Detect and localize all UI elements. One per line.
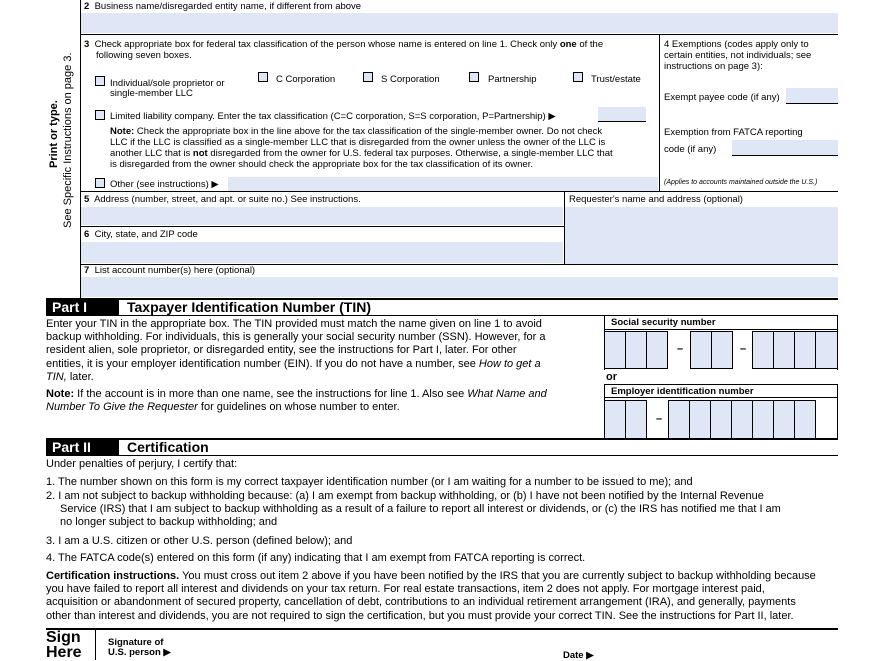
llc-label: Limited liability company. Enter the tax classification (C=C corporation, S=S corporation, P=Partnership) ▶ <box>110 111 556 122</box>
fatca-applies-note: (Applies to accounts maintained outside the U.S.) <box>664 179 818 186</box>
business-name-input[interactable] <box>81 13 838 33</box>
line3-label-cont: following seven boxes. <box>96 50 192 61</box>
ein-digit-1[interactable] <box>604 400 626 439</box>
or-label: or <box>606 371 617 383</box>
part1-note: Note: If the account is in more than one name, see the instructions for line 1. Also see What Name and Number To Give the Requester for guidelines on whose number to enter. <box>46 388 547 414</box>
ein-label: Employer identification number <box>611 386 754 397</box>
ssn-digit-2[interactable] <box>625 331 647 369</box>
trust-estate-label: Trust/estate <box>591 74 641 85</box>
account-numbers-input[interactable] <box>81 277 838 297</box>
fatca-label: Exemption from FATCA reporting <box>664 127 803 138</box>
ssn-digit-6[interactable] <box>752 331 774 369</box>
s-corp-checkbox[interactable] <box>363 72 373 82</box>
address-input[interactable] <box>81 207 563 225</box>
ssn-digit-7[interactable] <box>773 331 795 369</box>
other-input[interactable] <box>228 177 658 191</box>
ssn-digit-1[interactable] <box>604 331 626 369</box>
fatca-label-2: code (if any) <box>664 144 717 155</box>
llc-checkbox[interactable] <box>95 110 105 120</box>
ein-digit-8[interactable] <box>773 400 795 439</box>
fatca-code-input[interactable] <box>732 140 838 156</box>
partnership-label: Partnership <box>488 74 537 85</box>
individual-label: Individual/sole proprietor or <box>110 78 225 89</box>
date-field[interactable] <box>600 640 838 660</box>
requester-input[interactable] <box>565 207 838 264</box>
individual-label-2: single-member LLC <box>110 88 193 99</box>
other-checkbox[interactable] <box>95 178 105 188</box>
ein-digit-3[interactable] <box>668 400 690 439</box>
line3-note: Note: Check the appropriate box in the line above for the tax classification of the single-member owner. Do not check LLC if the LLC is classified as a single-member LLC that is disregarded from the owner unless the owner of the LLC is another LLC that is not disregarded from the owner for U.S. federal tax purposes. Otherwise, a single-member LLC that is disregarded from the owner should check the appropriate box for the tax classification of its owner. <box>110 126 613 170</box>
partnership-checkbox[interactable] <box>469 72 479 82</box>
requester-label: Requester's name and address (optional) <box>569 194 743 205</box>
ssn-label: Social security number <box>611 317 716 328</box>
ein-digit-4[interactable] <box>689 400 711 439</box>
cert-item-1: 1. The number shown on this form is my correct taxpayer identification number (or I am waiting for a number to be issued to me); and <box>46 476 693 488</box>
ssn-digit-9[interactable] <box>815 331 838 369</box>
cert-item-2: 2. I am not subject to backup withholding because: (a) I am exempt from backup withholding, or (b) I have not been notified by the Internal Revenue Service (IRS) that I am subject to backup withholding as a result of a failure to report all interest or dividends, or (c) the IRS has notified me that I am no longer subject to backup withholding; and <box>46 490 781 529</box>
ein-digit-7[interactable] <box>752 400 774 439</box>
signature-field[interactable] <box>180 632 550 660</box>
ein-dash: – <box>656 413 663 425</box>
c-corp-checkbox[interactable] <box>258 72 268 82</box>
date-label: Date ▶ <box>563 650 594 661</box>
exemptions-divider <box>659 34 660 191</box>
line7-label: 7 List account number(s) here (optional) <box>84 265 256 276</box>
part1-label: Part I <box>46 299 119 315</box>
line6-label: 6 City, state, and ZIP code <box>84 229 198 240</box>
ein-digit-9[interactable] <box>794 400 816 439</box>
part1-paragraph: Enter your TIN in the appropriate box. The TIN provided must match the name given on line 1 to avoid backup withholding. For individuals, this is generally your social security number (SSN). However, for a resident alien, sole proprietor, or disregarded entity, see the instructions for Part I, later. For other entities, it is your employer identification number (EIN). If you do not have a number, see How to get a TIN, later. <box>46 318 546 383</box>
city-state-zip-input[interactable] <box>81 242 563 263</box>
line5-label: 5 Address (number, street, and apt. or suite no.) See instructions. <box>84 194 361 205</box>
part2-intro: Under penalties of perjury, I certify that: <box>46 458 238 470</box>
sign-here-label: Sign Here <box>46 629 82 661</box>
individual-checkbox[interactable] <box>95 76 105 86</box>
form-top <box>0 0 880 300</box>
ein-digit-5[interactable] <box>710 400 732 439</box>
s-corp-label: S Corporation <box>381 74 440 85</box>
exempt-payee-input[interactable] <box>786 88 838 104</box>
cert-item-4: 4. The FATCA code(s) entered on this form (if any) indicating that I am exempt from FATCA reporting is correct. <box>46 552 586 564</box>
trust-estate-checkbox[interactable] <box>573 72 583 82</box>
ssn-digit-8[interactable] <box>794 331 816 369</box>
exempt-payee-label: Exempt payee code (if any) <box>664 92 780 103</box>
cert-item-3: 3. I am a U.S. citizen or other U.S. person (defined below); and <box>46 535 353 547</box>
print-or-type-label: Print or type. <box>48 100 60 168</box>
see-instructions-label: See Specific Instructions on page 3. <box>62 52 74 228</box>
ssn-digit-4[interactable] <box>690 331 712 369</box>
ssn-dash-1: – <box>677 343 684 355</box>
c-corp-label: C Corporation <box>276 74 336 85</box>
part2-label: Part II <box>46 439 119 455</box>
line2-label: 2 Business name/disregarded entity name, if different from above <box>84 1 362 12</box>
part2-title: Certification <box>127 439 209 455</box>
signature-label: Signature of U.S. person ▶ <box>108 637 171 658</box>
exemptions-label: 4 Exemptions (codes apply only to certain entities, not individuals; see instructions on page 3): <box>664 39 812 72</box>
ein-digit-6[interactable] <box>731 400 753 439</box>
line3-label: 3 Check appropriate box for federal tax classification of the person whose name is entered on line 1. Check only one of the <box>84 39 604 50</box>
llc-classification-input[interactable] <box>598 107 646 122</box>
ssn-digit-3[interactable] <box>646 331 668 369</box>
cert-instructions: Certification instructions. You must cross out item 2 above if you have been notified by the IRS that you are currently subject to backup withholding because you have failed to report all interest and dividends on your tax return. For real estate transactions, item 2 does not apply. For mortgage interest paid, acquisition or abandonment of secured property, cancellation of debt, contributions to an individual retirement arrangement (IRA), and generally, payments other than interest and dividends, you are not required to sign the certification, but you must provide your correct TIN. See the instructions for Part II, later. <box>46 570 816 622</box>
ssn-digit-5[interactable] <box>711 331 733 369</box>
ssn-dash-2: – <box>740 343 747 355</box>
ein-digit-2[interactable] <box>625 400 647 439</box>
other-label: Other (see instructions) ▶ <box>110 179 219 190</box>
part1-title: Taxpayer Identification Number (TIN) <box>127 299 371 315</box>
